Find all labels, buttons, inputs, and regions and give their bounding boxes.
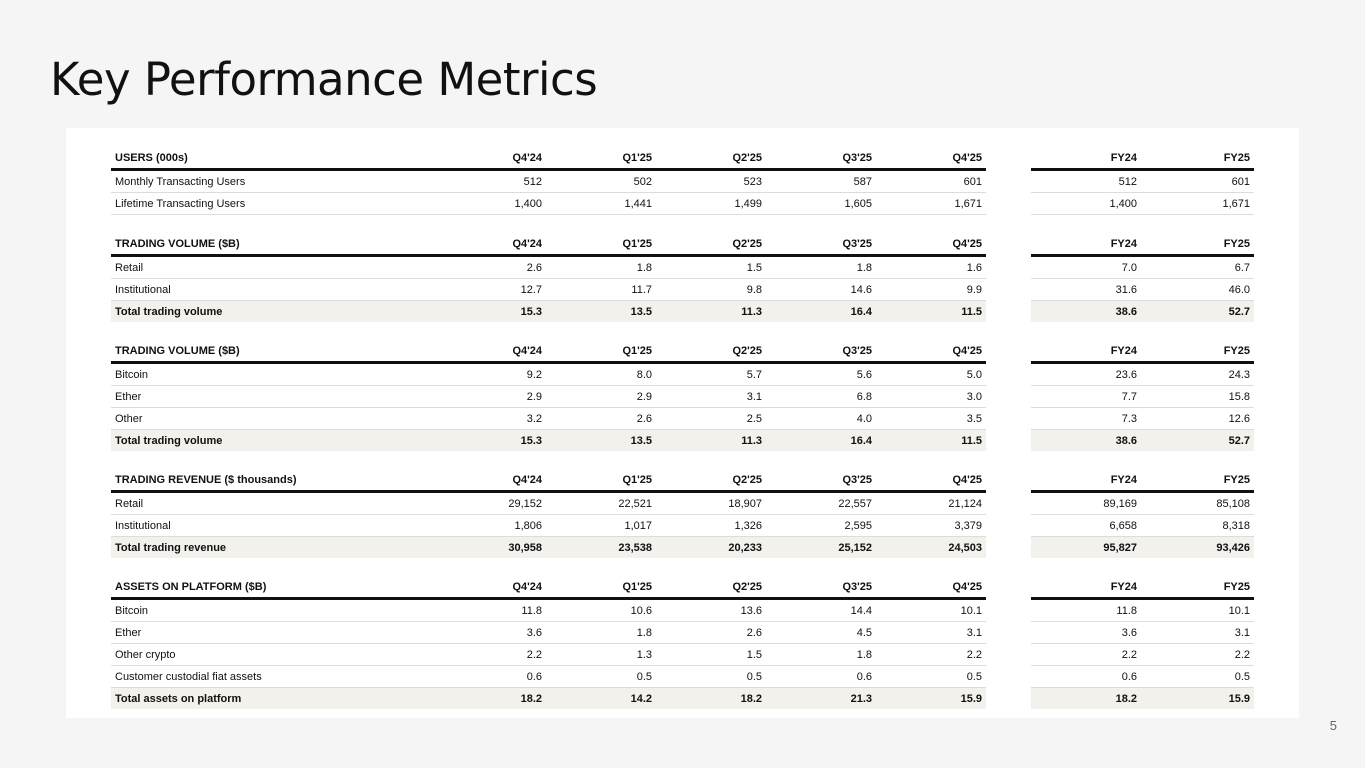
quarter-value: 13.5 [546, 430, 656, 452]
row-label: Retail [111, 256, 436, 279]
fiscal-year-value: 2.2 [1031, 644, 1141, 666]
total-row [111, 430, 1254, 452]
column-gap [986, 688, 1031, 710]
column-header-quarter: Q1'25 [546, 470, 656, 492]
column-header-quarter: Q1'25 [546, 148, 656, 170]
metrics-panel [66, 128, 1299, 718]
quarter-value: 1.8 [546, 256, 656, 279]
row-label: Other [111, 408, 436, 430]
row-label: Total assets on platform [111, 688, 436, 710]
column-header-quarter: Q1'25 [546, 577, 656, 599]
quarter-value: 5.6 [766, 363, 876, 386]
column-header-quarter: Q1'25 [546, 341, 656, 363]
quarter-value: 5.0 [876, 363, 986, 386]
column-header-fiscal-year: FY25 [1141, 341, 1254, 363]
column-gap [986, 492, 1031, 515]
fiscal-year-value: 11.8 [1031, 599, 1141, 622]
quarter-value: 24,503 [876, 537, 986, 559]
quarter-value: 23,538 [546, 537, 656, 559]
quarter-value: 1.8 [766, 256, 876, 279]
quarter-value: 1.3 [546, 644, 656, 666]
column-header-fiscal-year: FY25 [1141, 234, 1254, 256]
quarter-value: 14.6 [766, 279, 876, 301]
page-title: Key Performance Metrics [50, 53, 598, 106]
quarter-value: 0.6 [766, 666, 876, 688]
table-row [111, 622, 1254, 644]
fiscal-year-value: 23.6 [1031, 363, 1141, 386]
fiscal-year-value: 7.3 [1031, 408, 1141, 430]
quarter-value: 1.8 [766, 644, 876, 666]
column-gap [986, 622, 1031, 644]
quarter-value: 18.2 [436, 688, 546, 710]
table-row [111, 644, 1254, 666]
quarter-value: 1,671 [876, 193, 986, 215]
column-header-quarter: Q4'25 [876, 341, 986, 363]
quarter-value: 0.6 [436, 666, 546, 688]
metrics-tables [111, 148, 1254, 709]
fiscal-year-value: 12.6 [1141, 408, 1254, 430]
column-header-quarter: Q2'25 [656, 341, 766, 363]
column-header-fiscal-year: FY25 [1141, 148, 1254, 170]
metrics-table [111, 148, 1254, 709]
section-heading: TRADING REVENUE ($ thousands) [111, 470, 436, 492]
fiscal-year-value: 24.3 [1141, 363, 1254, 386]
quarter-value: 2.6 [656, 622, 766, 644]
row-label: Institutional [111, 515, 436, 537]
quarter-value: 523 [656, 170, 766, 193]
row-label: Other crypto [111, 644, 436, 666]
quarter-value: 1,400 [436, 193, 546, 215]
quarter-value: 2.6 [546, 408, 656, 430]
column-header-fiscal-year: FY25 [1141, 470, 1254, 492]
table-row [111, 408, 1254, 430]
column-gap [986, 341, 1031, 363]
section-heading: USERS (000s) [111, 148, 436, 170]
section-spacer [111, 451, 1254, 470]
column-header-quarter: Q4'25 [876, 577, 986, 599]
quarter-value: 2.2 [436, 644, 546, 666]
fiscal-year-value: 601 [1141, 170, 1254, 193]
column-header-quarter: Q4'24 [436, 234, 546, 256]
row-label: Ether [111, 622, 436, 644]
column-header-fiscal-year: FY25 [1141, 577, 1254, 599]
row-label: Ether [111, 386, 436, 408]
column-gap [986, 170, 1031, 193]
quarter-value: 2.5 [656, 408, 766, 430]
column-gap [986, 363, 1031, 386]
quarter-value: 0.5 [876, 666, 986, 688]
fiscal-year-value: 38.6 [1031, 301, 1141, 323]
column-header-fiscal-year: FY24 [1031, 470, 1141, 492]
column-header-quarter: Q2'25 [656, 577, 766, 599]
quarter-value: 0.5 [656, 666, 766, 688]
column-header-quarter: Q3'25 [766, 577, 876, 599]
quarter-value: 4.0 [766, 408, 876, 430]
quarter-value: 21,124 [876, 492, 986, 515]
section-spacer [111, 215, 1254, 235]
quarter-value: 11.8 [436, 599, 546, 622]
quarter-value: 29,152 [436, 492, 546, 515]
column-gap [986, 193, 1031, 215]
quarter-value: 2.6 [436, 256, 546, 279]
table-row [111, 256, 1254, 279]
quarter-value: 12.7 [436, 279, 546, 301]
column-header-quarter: Q3'25 [766, 234, 876, 256]
column-gap [986, 644, 1031, 666]
fiscal-year-value: 6,658 [1031, 515, 1141, 537]
quarter-value: 22,557 [766, 492, 876, 515]
fiscal-year-value: 46.0 [1141, 279, 1254, 301]
quarter-value: 3.5 [876, 408, 986, 430]
row-label: Total trading volume [111, 430, 436, 452]
row-label: Bitcoin [111, 363, 436, 386]
fiscal-year-value: 512 [1031, 170, 1141, 193]
quarter-value: 2.9 [546, 386, 656, 408]
quarter-value: 587 [766, 170, 876, 193]
column-gap [986, 279, 1031, 301]
fiscal-year-value: 7.7 [1031, 386, 1141, 408]
quarter-value: 11.3 [656, 301, 766, 323]
quarter-value: 10.1 [876, 599, 986, 622]
quarter-value: 2.2 [876, 644, 986, 666]
quarter-value: 2,595 [766, 515, 876, 537]
fiscal-year-value: 85,108 [1141, 492, 1254, 515]
column-header-fiscal-year: FY24 [1031, 577, 1141, 599]
fiscal-year-value: 95,827 [1031, 537, 1141, 559]
column-gap [986, 577, 1031, 599]
metrics-table-body [111, 148, 1254, 709]
column-header-quarter: Q1'25 [546, 234, 656, 256]
quarter-value: 8.0 [546, 363, 656, 386]
column-gap [986, 386, 1031, 408]
quarter-value: 16.4 [766, 430, 876, 452]
fiscal-year-value: 8,318 [1141, 515, 1254, 537]
section-header-row [111, 341, 1254, 363]
fiscal-year-value: 0.5 [1141, 666, 1254, 688]
section-spacer [111, 558, 1254, 577]
column-header-quarter: Q2'25 [656, 234, 766, 256]
fiscal-year-value: 15.9 [1141, 688, 1254, 710]
table-row [111, 492, 1254, 515]
fiscal-year-value: 52.7 [1141, 430, 1254, 452]
quarter-value: 14.4 [766, 599, 876, 622]
quarter-value: 10.6 [546, 599, 656, 622]
quarter-value: 1,017 [546, 515, 656, 537]
column-gap [986, 256, 1031, 279]
quarter-value: 3.2 [436, 408, 546, 430]
column-header-quarter: Q4'24 [436, 148, 546, 170]
column-header-quarter: Q4'24 [436, 577, 546, 599]
fiscal-year-value: 31.6 [1031, 279, 1141, 301]
quarter-value: 9.2 [436, 363, 546, 386]
section-header-row [111, 470, 1254, 492]
column-header-quarter: Q2'25 [656, 148, 766, 170]
table-row [111, 279, 1254, 301]
fiscal-year-value: 18.2 [1031, 688, 1141, 710]
row-label: Total trading volume [111, 301, 436, 323]
quarter-value: 9.9 [876, 279, 986, 301]
quarter-value: 1.5 [656, 644, 766, 666]
column-header-quarter: Q3'25 [766, 341, 876, 363]
quarter-value: 15.9 [876, 688, 986, 710]
quarter-value: 6.8 [766, 386, 876, 408]
quarter-value: 16.4 [766, 301, 876, 323]
quarter-value: 18,907 [656, 492, 766, 515]
section-heading: TRADING VOLUME ($B) [111, 341, 436, 363]
column-gap [986, 408, 1031, 430]
quarter-value: 0.5 [546, 666, 656, 688]
fiscal-year-value: 1,671 [1141, 193, 1254, 215]
column-header-quarter: Q4'24 [436, 341, 546, 363]
quarter-value: 3.6 [436, 622, 546, 644]
quarter-value: 1.6 [876, 256, 986, 279]
row-label: Lifetime Transacting Users [111, 193, 436, 215]
section-heading: TRADING VOLUME ($B) [111, 234, 436, 256]
fiscal-year-value: 89,169 [1031, 492, 1141, 515]
total-row [111, 688, 1254, 710]
fiscal-year-value: 1,400 [1031, 193, 1141, 215]
quarter-value: 13.6 [656, 599, 766, 622]
page-number: 5 [1329, 718, 1337, 733]
column-header-quarter: Q2'25 [656, 470, 766, 492]
quarter-value: 3,379 [876, 515, 986, 537]
column-header-quarter: Q4'24 [436, 470, 546, 492]
quarter-value: 30,958 [436, 537, 546, 559]
total-row [111, 301, 1254, 323]
fiscal-year-value: 0.6 [1031, 666, 1141, 688]
fiscal-year-value: 93,426 [1141, 537, 1254, 559]
section-header-row [111, 577, 1254, 599]
column-header-fiscal-year: FY24 [1031, 234, 1141, 256]
quarter-value: 1,326 [656, 515, 766, 537]
quarter-value: 1.8 [546, 622, 656, 644]
row-label: Monthly Transacting Users [111, 170, 436, 193]
row-label: Institutional [111, 279, 436, 301]
row-label: Retail [111, 492, 436, 515]
column-gap [986, 301, 1031, 323]
column-header-quarter: Q4'25 [876, 148, 986, 170]
fiscal-year-value: 7.0 [1031, 256, 1141, 279]
fiscal-year-value: 52.7 [1141, 301, 1254, 323]
quarter-value: 1.5 [656, 256, 766, 279]
column-gap [986, 148, 1031, 170]
fiscal-year-value: 3.1 [1141, 622, 1254, 644]
quarter-value: 9.8 [656, 279, 766, 301]
quarter-value: 11.5 [876, 301, 986, 323]
fiscal-year-value: 2.2 [1141, 644, 1254, 666]
table-row [111, 599, 1254, 622]
quarter-value: 3.0 [876, 386, 986, 408]
quarter-value: 2.9 [436, 386, 546, 408]
column-gap [986, 234, 1031, 256]
quarter-value: 15.3 [436, 301, 546, 323]
quarter-value: 11.7 [546, 279, 656, 301]
quarter-value: 1,499 [656, 193, 766, 215]
quarter-value: 502 [546, 170, 656, 193]
fiscal-year-value: 6.7 [1141, 256, 1254, 279]
fiscal-year-value: 3.6 [1031, 622, 1141, 644]
fiscal-year-value: 15.8 [1141, 386, 1254, 408]
column-gap [986, 537, 1031, 559]
quarter-value: 22,521 [546, 492, 656, 515]
quarter-value: 1,806 [436, 515, 546, 537]
section-header-row [111, 148, 1254, 170]
column-header-quarter: Q4'25 [876, 470, 986, 492]
quarter-value: 4.5 [766, 622, 876, 644]
column-gap [986, 599, 1031, 622]
row-label: Customer custodial fiat assets [111, 666, 436, 688]
quarter-value: 18.2 [656, 688, 766, 710]
column-header-quarter: Q3'25 [766, 148, 876, 170]
quarter-value: 512 [436, 170, 546, 193]
quarter-value: 601 [876, 170, 986, 193]
row-label: Total trading revenue [111, 537, 436, 559]
quarter-value: 14.2 [546, 688, 656, 710]
table-row [111, 515, 1254, 537]
section-heading: ASSETS ON PLATFORM ($B) [111, 577, 436, 599]
column-header-fiscal-year: FY24 [1031, 148, 1141, 170]
section-spacer [111, 322, 1254, 341]
column-gap [986, 430, 1031, 452]
quarter-value: 15.3 [436, 430, 546, 452]
table-row [111, 386, 1254, 408]
table-row [111, 666, 1254, 688]
quarter-value: 25,152 [766, 537, 876, 559]
quarter-value: 1,605 [766, 193, 876, 215]
total-row [111, 537, 1254, 559]
quarter-value: 20,233 [656, 537, 766, 559]
column-gap [986, 515, 1031, 537]
quarter-value: 1,441 [546, 193, 656, 215]
table-row [111, 170, 1254, 193]
quarter-value: 11.5 [876, 430, 986, 452]
column-gap [986, 666, 1031, 688]
quarter-value: 3.1 [656, 386, 766, 408]
quarter-value: 11.3 [656, 430, 766, 452]
quarter-value: 5.7 [656, 363, 766, 386]
row-label: Bitcoin [111, 599, 436, 622]
quarter-value: 3.1 [876, 622, 986, 644]
column-header-quarter: Q3'25 [766, 470, 876, 492]
fiscal-year-value: 10.1 [1141, 599, 1254, 622]
table-row [111, 193, 1254, 215]
quarter-value: 21.3 [766, 688, 876, 710]
table-row [111, 363, 1254, 386]
section-header-row [111, 234, 1254, 256]
quarter-value: 13.5 [546, 301, 656, 323]
column-header-quarter: Q4'25 [876, 234, 986, 256]
fiscal-year-value: 38.6 [1031, 430, 1141, 452]
column-gap [986, 470, 1031, 492]
column-header-fiscal-year: FY24 [1031, 341, 1141, 363]
